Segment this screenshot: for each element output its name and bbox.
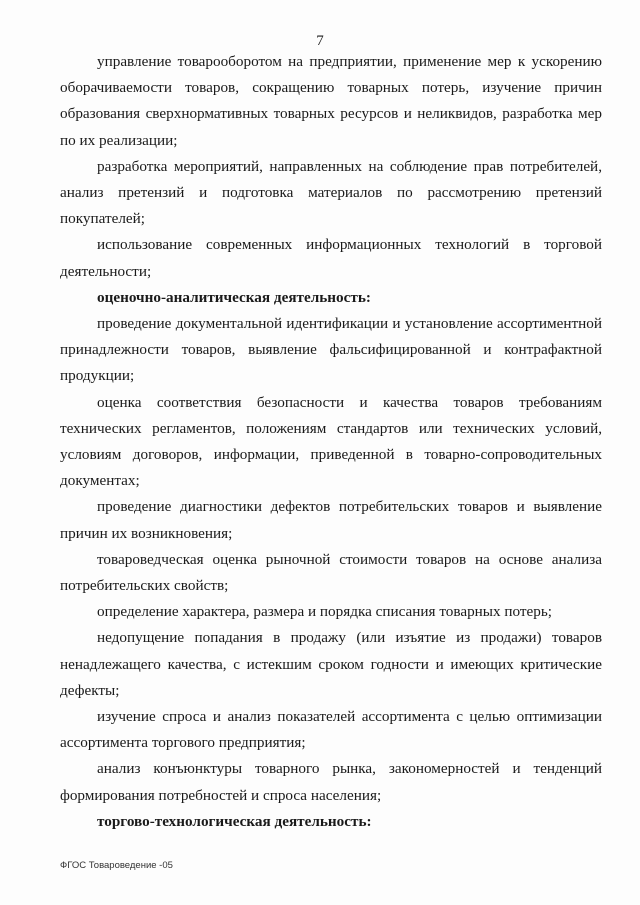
paragraph: проведение документальной идентификации и установление ассортиментной принадлежности товаров, выявление фальсифицированной и контрафактной продукции; [60, 315, 602, 385]
paragraph: оценка соответствия безопасности и качества товаров требованиям технических регламентов, положениям стандартов или технических условий, условиям договоров, информации, приведенной в товарно-сопроводительных документах; [60, 393, 602, 490]
paragraph: товароведческая оценка рыночной стоимости товаров на основе анализа потребительских свойств; [60, 550, 602, 595]
document-footer: ФГОС Товароведение -05 [60, 860, 173, 871]
paragraph: разработка мероприятий, направленных на соблюдение прав потребителей, анализ претензий и подготовка материалов по рассмотрению претензий покупателей; [60, 157, 602, 228]
paragraph: недопущение попадания в продажу (или изъятие из продажи) товаров ненадлежащего качества, с истекшим сроком годности и имеющих критические дефекты; [60, 629, 602, 699]
paragraph: проведение диагностики дефектов потребительских товаров и выявление причин их возникновения; [60, 498, 602, 542]
document-body [60, 49, 602, 835]
paragraph: анализ конъюнктуры товарного рынка, закономерностей и тенденций формирования потребностей и спроса населения; [60, 760, 602, 804]
paragraph: использование современных информационных технологий в торговой деятельности; [60, 236, 602, 280]
section-heading: торгово-технологическая деятельность: [97, 812, 372, 830]
paragraph: изучение спроса и анализ показателей ассортимента с целью оптимизации ассортимента торгового предприятия; [60, 708, 602, 752]
paragraph: управление товарооборотом на предприятии, применение мер к ускорению оборачиваемости товаров, сокращению товарных потерь, изучение причин образования сверхнормативных товарных ресурсов и неликвидов, разработка мер по их реализации; [60, 53, 602, 149]
section-heading: оценочно-аналитическая деятельность: [97, 288, 371, 306]
paragraph: определение характера, размера и порядка списания товарных потерь; [97, 603, 553, 621]
page-number: 7 [316, 33, 324, 49]
